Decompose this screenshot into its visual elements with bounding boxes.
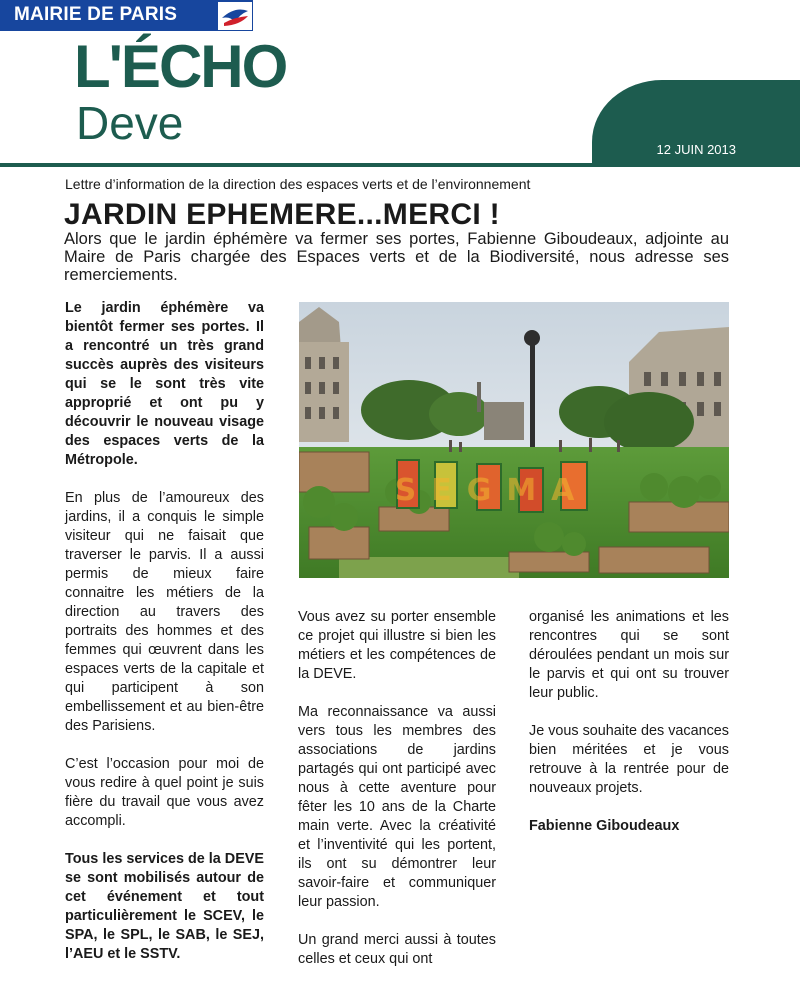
left-paragraph-1: Le jardin éphémère va bientôt fermer ses portes. Il a rencontré un très grand succès auprès des visiteurs qui se le sont très vite approprié et ont pu y découvrir le nouveau visage des espaces verts de la Métropole. [65,300,264,468]
right-column [529,608,729,855]
right-paragraph-2: Je vous souhaite des vacances bien méritées et je vous retrouve à la rentrée pour de nouveaux projets. [529,723,729,796]
article-headline: JARDIN EPHEMERE...MERCI ! [64,198,500,231]
right-paragraph-1: organisé les animations et les rencontres qui se sont déroulées pendant un mois sur le parvis et qui ont su trouver leur public. [529,609,729,701]
article-intro: Alors que le jardin éphémère va fermer ses portes, Fabienne Giboudeaux, adjointe au Maire de Paris chargée des Espaces verts et de la Biodiversité, nous adresse ses remerciements. [64,230,729,284]
garden-sign-letters: SEGMA [394,473,590,508]
garden-photo [299,302,729,578]
issue-date: 12 JUIN 2013 [656,142,736,157]
middle-column [298,608,496,988]
mairie-de-paris-label: MAIRIE DE PARIS [14,4,178,25]
header-divider [0,163,800,167]
middle-paragraph-2: Ma reconnaissance va aussi vers tous les membres des associations de jardins partagés qui ont participé avec nous à cette aventure pour fêter les 10 ans de la Charte main verte. Avec la créativité et l’inventivité qui les portent, ils ont su démontrer leur savoir-faire et communiquer leur passion. [298,704,496,910]
echo-logo-subtitle: Deve [76,97,184,149]
signature: Fabienne Giboudeaux [529,818,680,834]
mairie-de-paris-banner [0,0,253,31]
middle-paragraph-1: Vous avez su porter ensemble ce projet qui illustre si bien les métiers et les compétences de la DEVE. [298,609,496,682]
left-paragraph-2: En plus de l’amoureux des jardins, il a conquis le simple visiteur qui ne faisait que traverser le parvis. Il a aussi permis de mieux faire connaitre les métiers de la direction au travers des portraits des hommes et des femmes qui œuvrent dans les espaces verts de la capitale et qui participent à son embellissement et au bien-être des Parisiens. [65,490,264,734]
date-tab [592,80,800,167]
left-paragraph-4: Tous les services de la DEVE se sont mobilisés autour de cet événement et tout particulièrement le SCEV, le SPA, le SPL, le SAB, le SEJ, l’AEU et le SSTV. [65,851,264,962]
newsletter-subtitle: Lettre d’information de la direction des espaces verts et de l’environnement [65,176,531,192]
echo-logo-title: L'ÉCHO [74,33,287,100]
left-column [65,299,264,983]
middle-paragraph-3: Un grand merci aussi à toutes celles et ceux qui ont [298,932,496,967]
paris-ship-logo-icon [218,2,252,30]
left-paragraph-3: C’est l’occasion pour moi de vous redire à quel point je suis fière du travail que vous avez accompli. [65,756,264,829]
